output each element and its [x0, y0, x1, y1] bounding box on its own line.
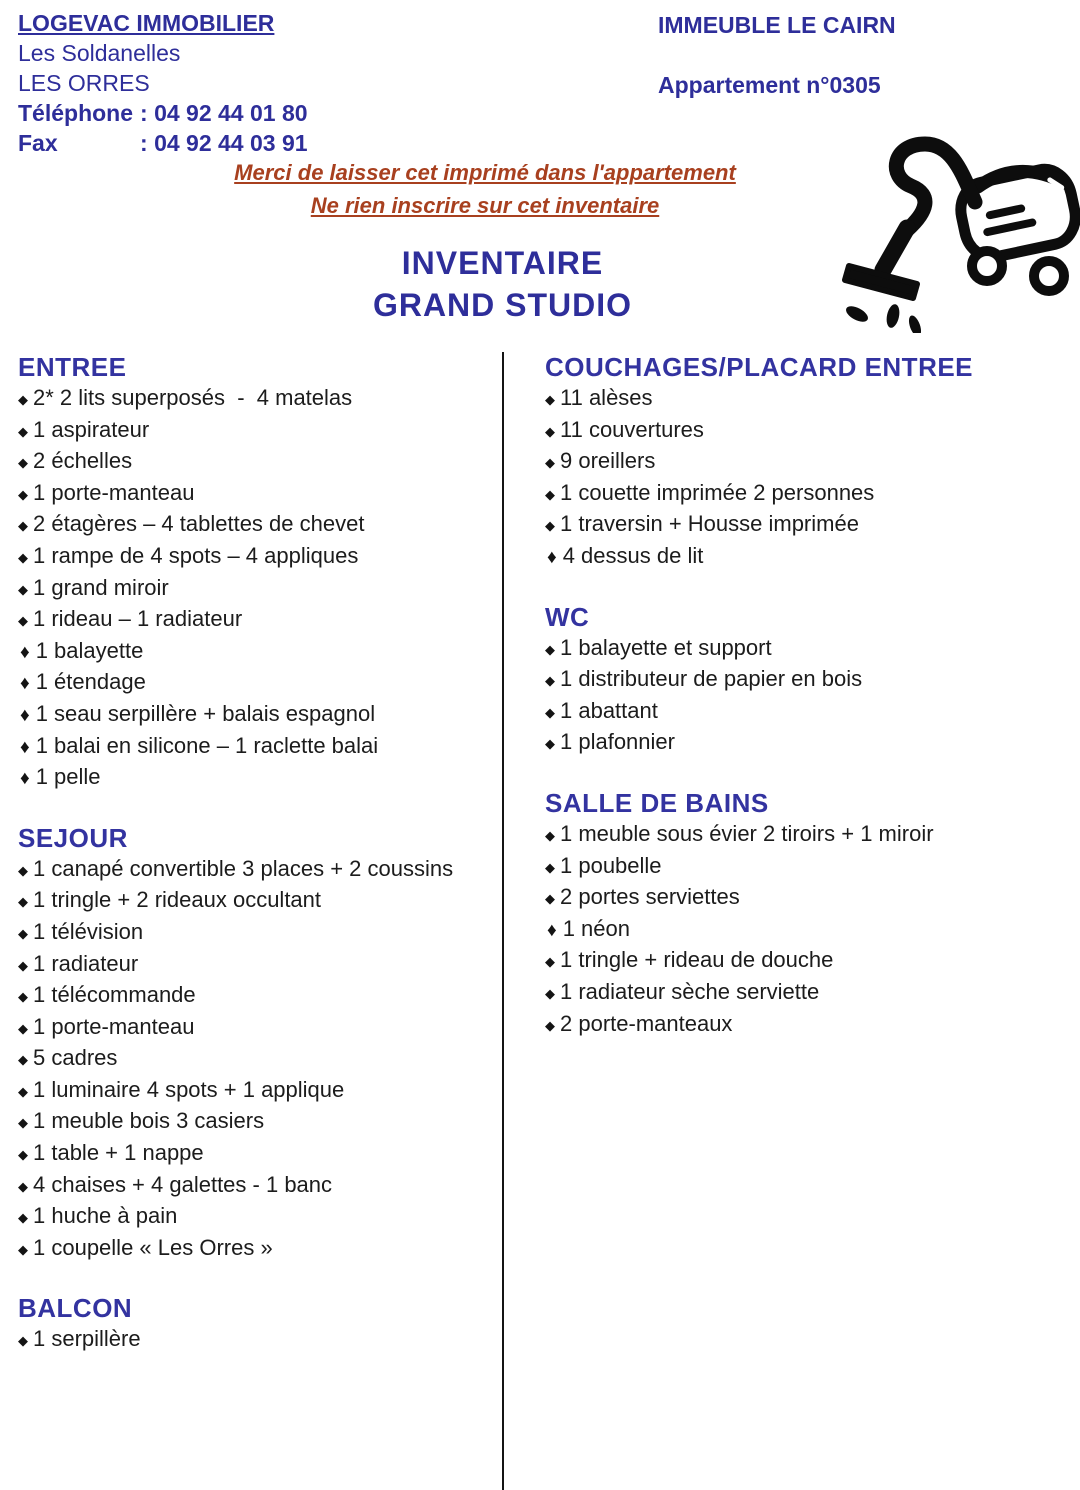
- inventory-item: [18, 1106, 496, 1138]
- diamond-bullet-icon: ◆: [18, 894, 28, 910]
- item-text: 1 poubelle: [560, 852, 662, 878]
- inventory-item: [545, 446, 1070, 478]
- agency-name: LOGEVAC IMMOBILIER: [18, 10, 275, 36]
- item-text: 11 alèses: [560, 385, 653, 410]
- left-column: [18, 352, 496, 1385]
- item-text: 1 serpillère: [33, 1326, 141, 1352]
- title-line-2: GRAND STUDIO: [372, 287, 633, 323]
- item-text: 1 coupelle « Les Orres »: [33, 1234, 273, 1260]
- item-text: 2 étagères – 4 tablettes de chevet: [33, 511, 365, 537]
- item-text: 1 porte-manteau: [33, 479, 195, 505]
- phone-label: Téléphone: [18, 100, 134, 126]
- diamond-bullet-icon: ◆: [18, 1147, 28, 1163]
- item-text: 1 radiateur sèche serviette: [560, 978, 820, 1004]
- item-text: 1 luminaire 4 spots + 1 applique: [33, 1076, 345, 1102]
- diamond-bullet-icon: ◆: [18, 989, 28, 1005]
- inventory-item: [18, 1233, 496, 1265]
- inventory-item: [545, 509, 1070, 541]
- inventory-item: [18, 1201, 496, 1233]
- item-text: 1 radiateur: [33, 950, 139, 976]
- phone-line: [18, 98, 308, 128]
- inventory-item: [545, 882, 1070, 914]
- diamond-bullet-icon: ◆: [545, 736, 555, 752]
- phone-colon: :: [140, 100, 148, 126]
- inventory-item: [18, 1170, 496, 1202]
- inventory-list: [545, 819, 1070, 1040]
- item-text: 1 aspirateur: [33, 416, 150, 442]
- fax-colon: :: [140, 130, 148, 156]
- item-text: 2 porte-manteaux: [560, 1010, 733, 1036]
- inventory-item: [545, 415, 1070, 447]
- diamond-bullet-icon: ◆: [18, 862, 28, 878]
- notice-line-1: Merci de laisser cet imprimé dans l'appartement: [234, 160, 736, 185]
- diamond-bullet-icon: ◆: [545, 673, 555, 689]
- inventory-item: [18, 731, 496, 763]
- inventory-item: [545, 664, 1070, 696]
- item-text: 9 oreillers: [560, 448, 656, 474]
- inventory-item: [545, 633, 1070, 665]
- item-text: 1 canapé convertible 3 places + 2 coussins: [33, 855, 454, 881]
- item-text: 1 rampe de 4 spots – 4 appliques: [33, 542, 359, 568]
- inventory-item: [545, 1009, 1070, 1041]
- notice-block: [0, 156, 970, 222]
- diamond-bullet-icon: ♦: [547, 546, 557, 568]
- item-text: 1 traversin + Housse imprimée: [560, 511, 859, 537]
- inventory-item: [18, 541, 496, 573]
- inventory-list: [18, 854, 496, 1265]
- diamond-bullet-icon: ◆: [545, 891, 555, 907]
- item-text: 1 huche à pain: [33, 1203, 178, 1229]
- item-text: 1 couette imprimée 2 personnes: [560, 479, 875, 505]
- inventory-list: [18, 1324, 496, 1356]
- inventory-item: [545, 851, 1070, 883]
- inventory-item: [18, 854, 496, 886]
- item-text: 2 portes serviettes: [560, 884, 740, 910]
- diamond-bullet-icon: ♦: [20, 673, 30, 695]
- inventory-item: [18, 699, 496, 731]
- diamond-bullet-icon: ♦: [20, 736, 30, 758]
- item-text: 1 distributeur de papier en bois: [560, 666, 863, 692]
- inventory-section-sejour: [18, 823, 496, 1265]
- agency-city: LES ORRES: [18, 70, 150, 96]
- item-text: 1 balai en silicone – 1 raclette balai: [35, 732, 379, 758]
- inventory-list: [545, 633, 1070, 759]
- inventory-item: [18, 383, 496, 415]
- inventory-item: [18, 1324, 496, 1356]
- inventory-section-couchages-placard-entree: [545, 352, 1070, 573]
- column-divider: [502, 352, 504, 1490]
- diamond-bullet-icon: ◆: [545, 392, 555, 407]
- inventory-item: [18, 509, 496, 541]
- inventory-item: [545, 819, 1070, 851]
- item-text: 5 cadres: [33, 1045, 118, 1071]
- inventory-item: [18, 573, 496, 605]
- item-text: 1 meuble bois 3 casiers: [33, 1108, 265, 1134]
- section-heading-salle-de-bains: SALLE DE BAINS: [545, 787, 769, 818]
- inventory-item: [545, 945, 1070, 977]
- diamond-bullet-icon: ◆: [545, 423, 555, 439]
- diamond-bullet-icon: ♦: [20, 641, 30, 663]
- title-line-1: INVENTAIRE: [401, 245, 604, 281]
- diamond-bullet-icon: ◆: [18, 581, 28, 597]
- phone-number: 04 92 44 01 80: [154, 100, 308, 126]
- section-heading-couchages-placard-entree: COUCHAGES/PLACARD ENTREE: [545, 352, 974, 382]
- item-text: 1 seau serpillère + balais espagnol: [35, 700, 376, 726]
- diamond-bullet-icon: ◆: [545, 827, 555, 843]
- inventory-section-salle-de-bains: [545, 788, 1070, 1040]
- diamond-bullet-icon: ◆: [18, 518, 28, 534]
- diamond-bullet-icon: ◆: [18, 957, 28, 973]
- diamond-bullet-icon: ◆: [18, 455, 28, 471]
- inventory-item: [18, 1075, 496, 1107]
- diamond-bullet-icon: ◆: [545, 641, 555, 657]
- diamond-bullet-icon: ♦: [547, 919, 557, 941]
- inventory-item: [18, 604, 496, 636]
- item-text: 1 abattant: [560, 697, 658, 723]
- diamond-bullet-icon: ◆: [18, 423, 28, 439]
- item-text: 1 porte-manteau: [33, 1013, 195, 1039]
- inventory-list: [18, 383, 496, 794]
- diamond-bullet-icon: ◆: [18, 1333, 28, 1349]
- item-text: 2 échelles: [33, 448, 133, 474]
- diamond-bullet-icon: ◆: [18, 1241, 28, 1257]
- item-text: 1 balayette: [35, 637, 144, 663]
- inventory-item: [18, 1043, 496, 1075]
- item-text: 1 télévision: [33, 918, 144, 944]
- item-text: 1 tringle + rideau de douche: [560, 947, 834, 973]
- diamond-bullet-icon: ◆: [18, 549, 28, 565]
- item-text: 1 grand miroir: [33, 574, 169, 600]
- inventory-item: [545, 541, 1070, 573]
- item-text: 1 table + 1 nappe: [33, 1140, 204, 1166]
- inventory-item: [18, 1012, 496, 1044]
- diamond-bullet-icon: ◆: [18, 1178, 28, 1194]
- inventory-item: [545, 478, 1070, 510]
- right-column: [545, 352, 1070, 1069]
- inventory-section-wc: [545, 602, 1070, 759]
- inventory-item: [545, 727, 1070, 759]
- diamond-bullet-icon: ◆: [545, 1017, 555, 1033]
- diamond-bullet-icon: ◆: [18, 925, 28, 941]
- item-text: 1 néon: [562, 915, 630, 941]
- inventory-item: [18, 667, 496, 699]
- diamond-bullet-icon: ◆: [545, 455, 555, 471]
- diamond-bullet-icon: ◆: [18, 1210, 28, 1226]
- inventory-item: [18, 917, 496, 949]
- diamond-bullet-icon: ◆: [545, 486, 555, 502]
- item-text: 1 meuble sous évier 2 tiroirs + 1 miroir: [560, 820, 934, 846]
- diamond-bullet-icon: ◆: [18, 1052, 28, 1068]
- diamond-bullet-icon: ◆: [18, 613, 28, 629]
- inventory-item: [545, 696, 1070, 728]
- diamond-bullet-icon: ◆: [18, 392, 28, 407]
- item-text: 4 chaises + 4 galettes - 1 banc: [33, 1171, 333, 1197]
- item-text: 4 dessus de lit: [562, 542, 704, 568]
- building-name: IMMEUBLE LE CAIRN: [658, 12, 896, 38]
- item-text: 1 télécommande: [33, 982, 196, 1008]
- item-text: 11 couvertures: [560, 416, 704, 442]
- diamond-bullet-icon: ◆: [18, 1083, 28, 1099]
- item-text: 1 rideau – 1 radiateur: [33, 606, 243, 632]
- apartment-number: Appartement n°0305: [658, 72, 881, 98]
- building-block: [658, 10, 896, 100]
- item-text: 1 plafonnier: [560, 729, 675, 755]
- diamond-bullet-icon: ♦: [20, 768, 30, 790]
- section-heading-sejour: SEJOUR: [18, 822, 128, 853]
- fax-label: Fax: [18, 130, 58, 156]
- section-heading-wc: WC: [545, 601, 590, 632]
- inventory-item: [18, 885, 496, 917]
- inventory-item: [545, 383, 1070, 415]
- fax-number: 04 92 44 03 91: [154, 130, 308, 156]
- diamond-bullet-icon: ◆: [545, 859, 555, 875]
- notice-line-2: Ne rien inscrire sur cet inventaire: [310, 193, 660, 218]
- diamond-bullet-icon: ◆: [545, 704, 555, 720]
- item-text: 1 pelle: [35, 764, 101, 790]
- item-text: 1 étendage: [35, 669, 146, 695]
- section-heading-balcon: BALCON: [18, 1293, 133, 1324]
- inventory-item: [18, 478, 496, 510]
- diamond-bullet-icon: ◆: [18, 1020, 28, 1036]
- diamond-bullet-icon: ◆: [18, 1115, 28, 1131]
- document-title: [0, 242, 1005, 326]
- diamond-bullet-icon: ◆: [18, 486, 28, 502]
- inventory-section-entree: [18, 352, 496, 794]
- diamond-bullet-icon: ◆: [545, 954, 555, 970]
- agency-residence: Les Soldanelles: [18, 40, 181, 66]
- inventory-section-balcon: [18, 1293, 496, 1356]
- inventory-item: [545, 914, 1070, 946]
- diamond-bullet-icon: ◆: [545, 518, 555, 534]
- inventory-item: [18, 762, 496, 794]
- inventory-item: [18, 1138, 496, 1170]
- diamond-bullet-icon: ◆: [545, 985, 555, 1001]
- inventory-list: [545, 383, 1070, 573]
- inventory-item: [18, 980, 496, 1012]
- inventory-item: [18, 415, 496, 447]
- inventory-item: [18, 446, 496, 478]
- inventory-item: [18, 949, 496, 981]
- section-heading-entree: ENTREE: [18, 352, 127, 382]
- item-text: 1 tringle + 2 rideaux occultant: [33, 887, 322, 913]
- item-text: 1 balayette et support: [560, 634, 772, 660]
- agency-block: [18, 8, 308, 158]
- inventory-item: [18, 636, 496, 668]
- diamond-bullet-icon: ♦: [20, 704, 30, 726]
- fax-line: [18, 128, 308, 158]
- inventory-item: [545, 977, 1070, 1009]
- item-text: 2* 2 lits superposés - 4 matelas: [33, 385, 353, 410]
